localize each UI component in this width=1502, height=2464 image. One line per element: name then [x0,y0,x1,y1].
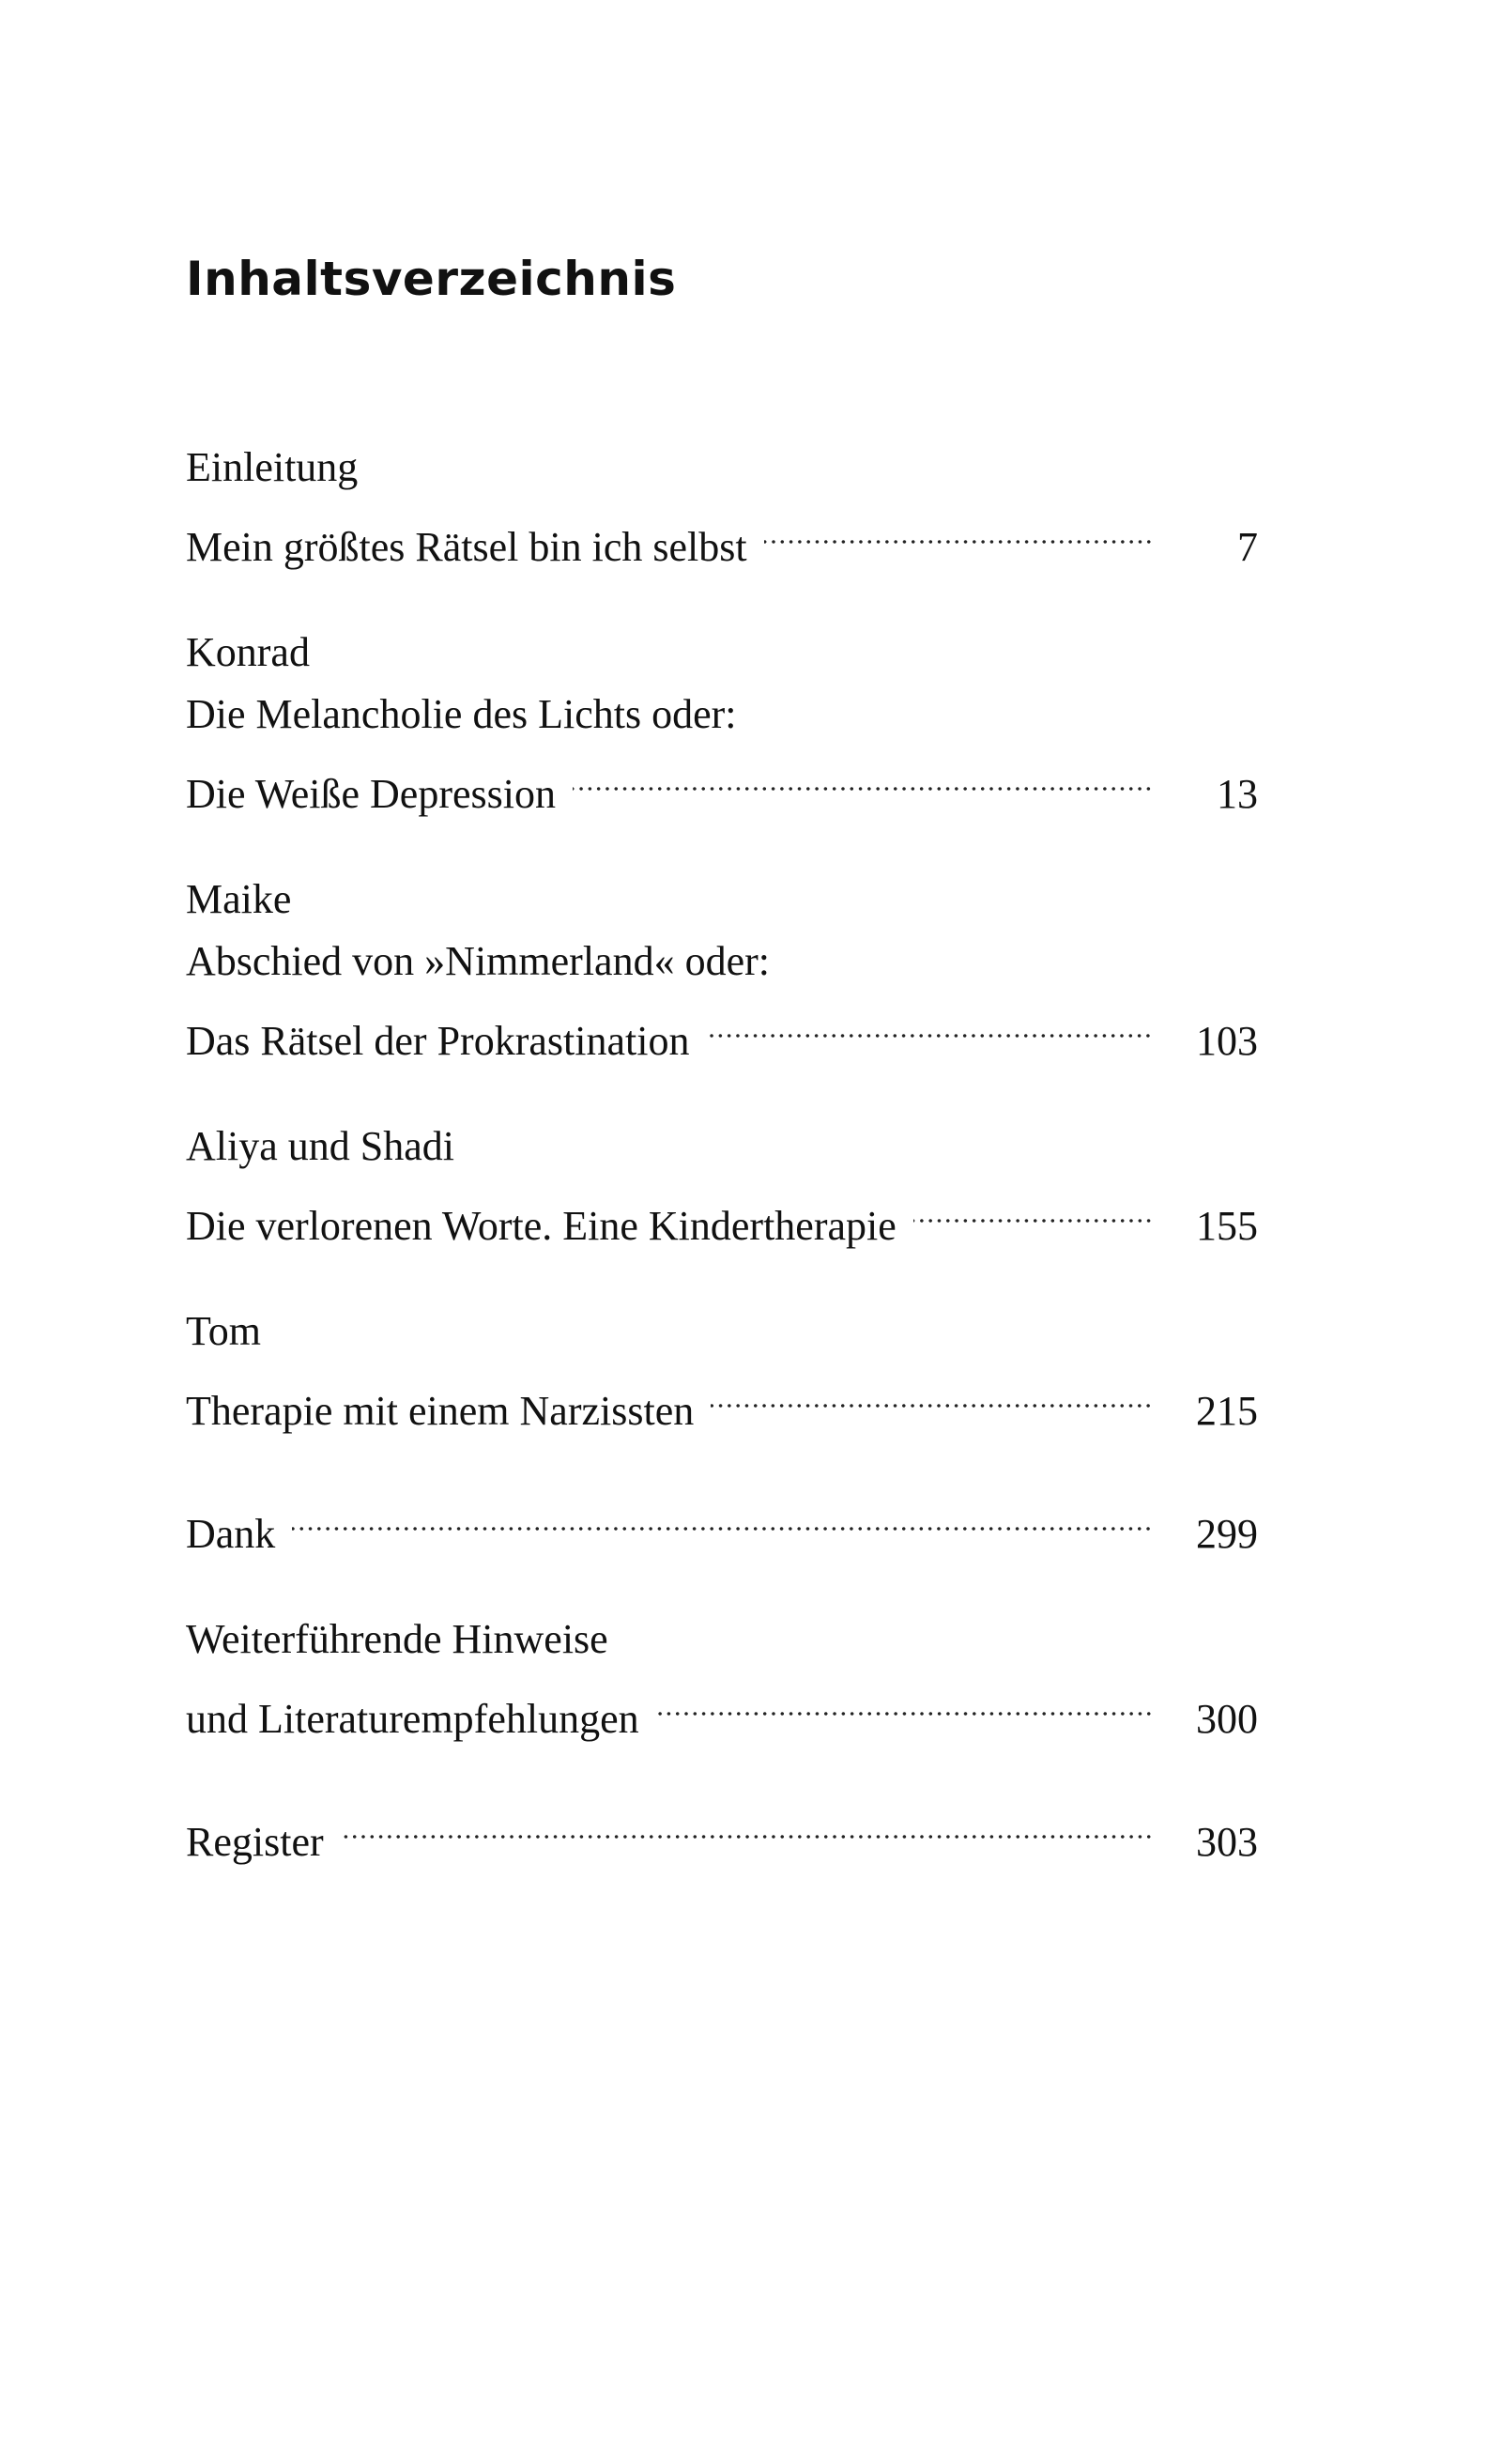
toc-entry-title: Die Weiße Depression [186,771,556,817]
toc-entry [186,437,1258,570]
toc-entry-title: Register [186,1819,324,1865]
toc-entry-line [186,1363,1258,1434]
toc-page-number: 303 [1196,1819,1258,1865]
toc-entry-title: Mein größtes Rätsel bin ich selbst [186,524,747,570]
dot-leader [764,499,1153,561]
toc-entry-line [186,1178,1258,1249]
toc-page-number: 13 [1217,771,1258,817]
toc-section-title: Konrad [186,629,310,675]
toc-entry-line [186,1671,1258,1742]
toc-entry-title: Therapie mit einem Narzissten [186,1388,695,1434]
toc-entry-line [186,746,1258,817]
toc-section-title: Aliya und Shadi [186,1123,454,1169]
toc-entry-line [186,1486,1258,1557]
toc-entry [186,1486,1258,1557]
toc-page-number: 155 [1196,1203,1258,1249]
dot-leader [711,1363,1153,1424]
toc-entry [186,1116,1258,1249]
toc-entry-title: Das Rätsel der Prokrastination [186,1018,690,1064]
toc-entry-subtitle: Abschied von »Nimmerland« oder: [186,938,770,984]
dot-leader [292,1486,1153,1548]
toc-entry [186,1794,1258,1865]
dot-leader [913,1178,1153,1240]
toc-page-number: 215 [1196,1388,1258,1434]
toc-page-number: 7 [1237,524,1258,570]
toc-entry [186,869,1258,1064]
toc-entry [186,622,1258,817]
dot-leader [656,1671,1153,1732]
toc-page-number: 103 [1196,1018,1258,1064]
dot-leader [341,1794,1153,1856]
page-title: Inhaltsverzeichnis [186,252,677,306]
dot-leader [706,993,1153,1055]
toc-page-number: 300 [1196,1696,1258,1742]
toc-entry-subtitle: Die Melancholie des Lichts oder: [186,691,737,737]
toc-entry-title: und Literaturempfehlungen [186,1696,639,1742]
toc-entry-title: Die verlorenen Worte. Eine Kindertherapie [186,1203,897,1249]
toc-entry-line [186,499,1258,570]
toc-entry [186,1301,1258,1434]
dot-leader [573,746,1153,808]
toc-entry-line [186,1794,1258,1865]
toc-entry-title: Dank [186,1511,276,1557]
table-of-contents [186,437,1258,1917]
toc-page-number: 299 [1196,1511,1258,1557]
toc-section-title: Einleitung [186,444,359,490]
toc-section-title: Weiterführende Hinweise [186,1616,608,1662]
toc-entry-line [186,993,1258,1064]
toc-section-title: Tom [186,1308,262,1354]
toc-section-title: Maike [186,876,292,922]
toc-entry [186,1609,1258,1742]
